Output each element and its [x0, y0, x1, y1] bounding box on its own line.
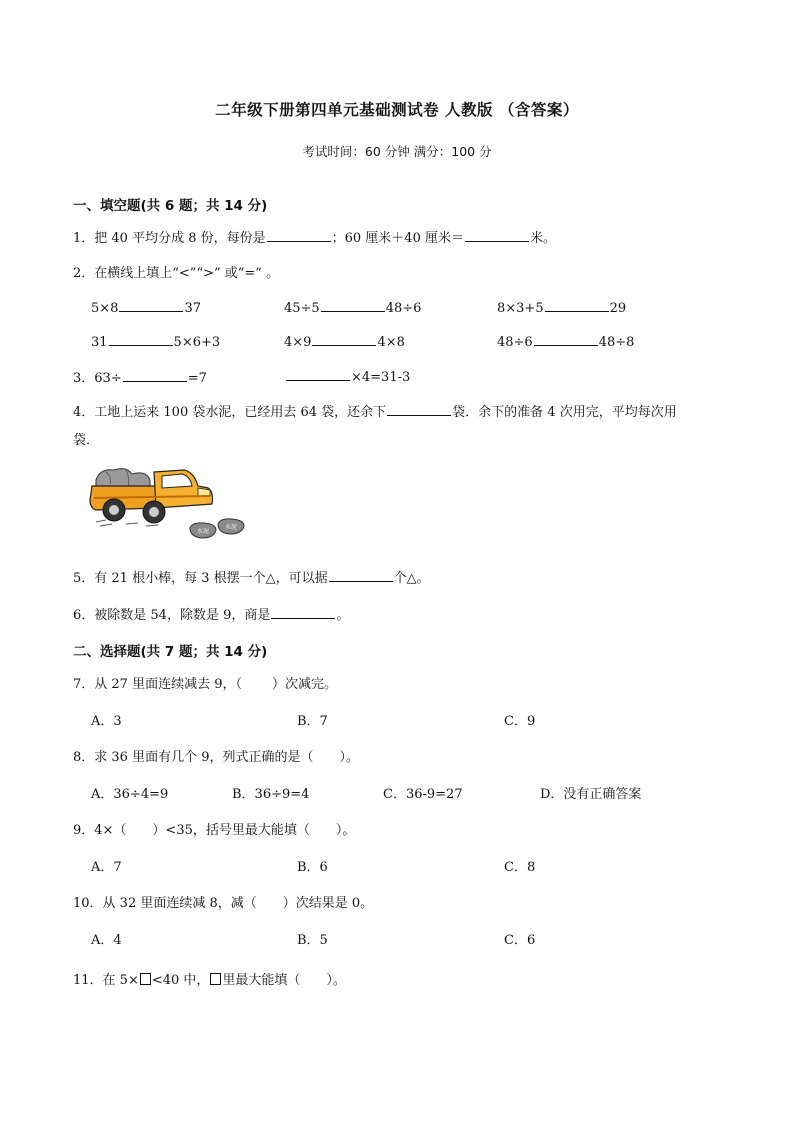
q1-text-part2: ；60 厘米＋40 厘米＝	[331, 231, 464, 246]
question-10: 10．从 32 里面连续减 8，减（ ）次结果是 0。	[73, 896, 374, 911]
answer-blank[interactable]	[109, 332, 173, 346]
cement-bag-2	[218, 519, 244, 534]
q1-text-part3: 米。	[529, 231, 556, 246]
q3-part-a	[73, 367, 207, 386]
option-a[interactable]: A．4	[91, 933, 122, 948]
comparison-item	[91, 298, 201, 316]
cement-bag-label: 水泥	[224, 524, 238, 531]
option-c[interactable]: C．8	[504, 860, 536, 875]
answer-blank[interactable]	[465, 228, 529, 242]
section-heading-fill-in: 一、填空题(共 6 题；共 14 分)	[73, 198, 268, 214]
question-4	[73, 401, 677, 420]
q1-text-part1: 1．把 40 平均分成 8 份，每份是	[73, 231, 266, 246]
answer-blank[interactable]	[534, 332, 598, 346]
comparison-right: 5×6+3	[173, 335, 221, 350]
comparison-right: 48÷6	[385, 301, 422, 316]
q3-part-b	[285, 367, 410, 385]
q7-text-part1: 7．从 27 里面连续减去 9，（	[73, 677, 242, 692]
q7-text-part2: ）次减完。	[271, 677, 337, 692]
square-box-icon	[210, 973, 221, 985]
comparison-left: 48÷6	[497, 335, 533, 350]
exam-info: 考试时间：60 分钟 满分：100 分	[302, 144, 492, 159]
option-b[interactable]: B．7	[297, 714, 328, 729]
question-5	[73, 567, 430, 586]
answer-blank[interactable]	[267, 228, 331, 242]
comparison-right: 37	[184, 301, 201, 316]
truck-illustration	[86, 458, 251, 550]
q3-text-part2: =7	[187, 371, 207, 386]
comparison-item	[497, 298, 626, 316]
answer-blank[interactable]	[387, 402, 451, 416]
comparison-left: 31	[91, 335, 108, 350]
q6-text-part1: 6．被除数是 54，除数是 9，商是	[73, 608, 271, 623]
question-11	[73, 969, 346, 988]
answer-blank[interactable]	[123, 368, 187, 382]
q4-text-part3: 袋．	[73, 433, 100, 448]
comparison-item	[497, 332, 634, 350]
comparison-right: 4×8	[377, 335, 405, 350]
section-heading-multiple-choice: 二、选择题(共 7 题；共 14 分)	[73, 644, 268, 660]
comparison-left: 5×8	[91, 301, 119, 316]
q5-text-part1: 5．有 21 根小棒，每 3 根摆一个△，可以据	[73, 571, 328, 586]
question-1	[73, 227, 556, 246]
comparison-right: 48÷8	[598, 335, 635, 350]
option-a[interactable]: A．7	[91, 860, 122, 875]
comparison-item	[284, 332, 405, 350]
question-7	[73, 673, 337, 692]
question-8: 8．求 36 里面有几个 9，列式正确的是（ ）。	[73, 750, 359, 765]
q11-text-part1: 11．在 5×	[73, 973, 139, 988]
question-9: 9．4×（ ）<35，括号里最大能填（ ）。	[73, 823, 356, 838]
page-title: 二年级下册第四单元基础测试卷 人教版 （含答案）	[215, 101, 579, 119]
q11-text-part3: 里最大能填（ ）。	[222, 973, 346, 988]
option-c[interactable]: C．6	[504, 933, 536, 948]
q11-text-part2: <40 中，	[151, 973, 210, 988]
comparison-right: 29	[609, 301, 627, 316]
answer-blank[interactable]	[271, 605, 335, 619]
q6-text-part2: 。	[336, 608, 350, 623]
comparison-left: 8×3+5	[497, 301, 544, 316]
option-b[interactable]: B．5	[297, 933, 328, 948]
answer-blank[interactable]	[286, 367, 350, 381]
answer-blank[interactable]	[329, 568, 393, 582]
square-box-icon	[140, 973, 151, 985]
cement-bag-label: 水泥	[196, 528, 210, 535]
question-2-stem: 2．在横线上填上“<”“>” 或“=” 。	[73, 266, 280, 281]
comparison-left: 4×9	[284, 335, 312, 350]
cement-bag-1	[190, 523, 216, 538]
q3-text-part1: 3．63÷	[73, 371, 122, 386]
option-c[interactable]: C．36-9=27	[383, 787, 463, 802]
option-a[interactable]: A．3	[91, 714, 122, 729]
q3-text-part3: ×4=31-3	[351, 370, 411, 385]
answer-blank[interactable]	[321, 298, 385, 312]
option-b[interactable]: B．36÷9=4	[232, 787, 310, 802]
comparison-item	[284, 298, 421, 316]
option-a[interactable]: A．36÷4=9	[91, 787, 169, 802]
option-d[interactable]: D．没有正确答案	[540, 787, 642, 802]
question-6	[73, 604, 349, 623]
answer-blank[interactable]	[545, 298, 609, 312]
option-b[interactable]: B．6	[297, 860, 328, 875]
q4-text-part1: 4．工地上运来 100 袋水泥，已经用去 64 袋，还余下	[73, 405, 387, 420]
comparison-item	[91, 332, 220, 350]
answer-blank[interactable]	[119, 298, 183, 312]
q4-text-part2: 袋．余下的准备 4 次用完，平均每次用	[452, 405, 677, 420]
answer-blank[interactable]	[312, 332, 376, 346]
option-c[interactable]: C．9	[504, 714, 536, 729]
comparison-left: 45÷5	[284, 301, 320, 316]
q5-text-part2: 个△。	[393, 571, 430, 586]
